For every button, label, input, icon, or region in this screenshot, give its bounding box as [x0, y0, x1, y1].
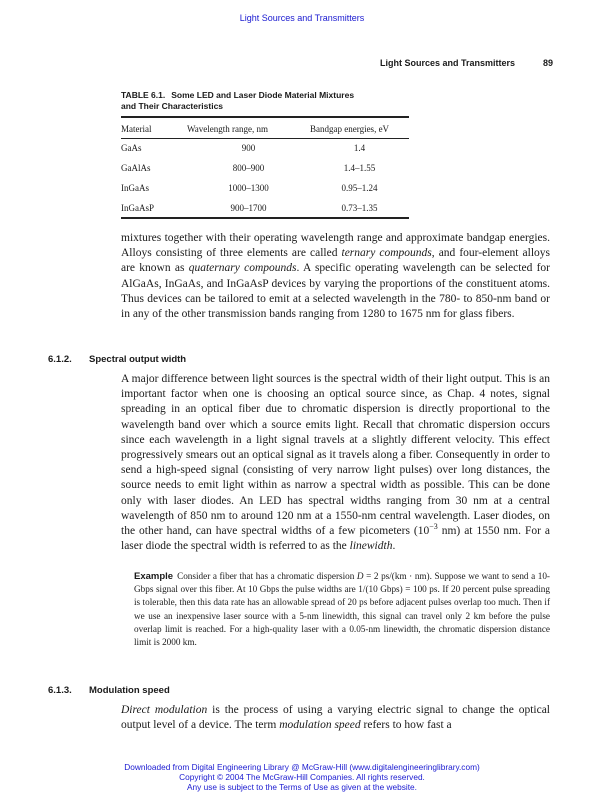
- example-block: [134, 570, 550, 649]
- running-head-title: Light Sources and Transmitters: [380, 58, 516, 68]
- section-number: 6.1.3.: [48, 685, 72, 696]
- text-run: A major difference between light sources is the spectral width of their light output. This is an important factor when one is choosing an optical source since, as Chap. 4 notes, signal spreading in an optical fiber due to chromatic dispersion is directly proportional to the wavelength band over which a source emits light. Recall that chromatic dispersion occurs since each wavelength in a light signal travels at a slightly different velocity. This effect progressively smears out an optical signal as it travels along a fiber. Consequently in order to send a high-speed signal (consisting of very narrow light pulses) over long distances, the source needs to emit light within as narrow a spectral width as possible. This can be done only with laser diodes. An LED has spectral widths ranging from 30 nm at a central wavelength of 850 nm to around 120 nm at a 1550-nm central wavelength. Laser diodes, on the other hand, can have spectral widths of a few picometers (10: [121, 373, 550, 538]
- text-run: Consider a fiber that has a chromatic dispersion: [177, 571, 357, 581]
- superscript: −3: [429, 522, 438, 532]
- table-cell: 1000–1300: [228, 183, 269, 193]
- term-modulation-speed: modulation speed: [279, 719, 361, 732]
- table-header-wavelength: Wavelength range, nm: [187, 124, 268, 134]
- text-run: refers to how fast a: [360, 719, 452, 732]
- paragraph-modulation: [121, 703, 550, 733]
- table-row: [121, 178, 409, 198]
- term-linewidth: linewidth: [349, 540, 393, 553]
- table-cell: GaAs: [121, 143, 142, 153]
- table-cell: 1.4–1.55: [343, 163, 376, 173]
- top-link[interactable]: Light Sources and Transmitters: [239, 13, 365, 23]
- table-number: TABLE 6.1.: [121, 90, 166, 100]
- table-caption: [121, 90, 421, 112]
- table-row: [121, 198, 409, 218]
- table-cell: InGaAsP: [121, 203, 154, 213]
- table-row: [121, 138, 409, 158]
- example-label: Example: [134, 571, 174, 582]
- table-cell: InGaAs: [121, 183, 149, 193]
- section-number: 6.1.2.: [48, 354, 72, 365]
- table-cell: 0.73–1.35: [341, 203, 378, 213]
- section-heading-spectral: [48, 354, 186, 365]
- table-header-row: [121, 120, 409, 138]
- footer-copyright: Copyright © 2004 The McGraw-Hill Companies. All rights reserved.: [179, 772, 425, 782]
- page-number: 89: [542, 58, 553, 68]
- text-run: .: [392, 540, 396, 553]
- table-row: [121, 158, 409, 178]
- table-cell: 1.4: [353, 143, 366, 153]
- footer-terms-link[interactable]: Any use is subject to the Terms of Use as given at the website.: [187, 782, 417, 792]
- table-cell: 900: [241, 143, 256, 153]
- footer: [0, 762, 604, 792]
- table-header-material: Material: [121, 124, 152, 134]
- footer-download-link[interactable]: Downloaded from Digital Engineering Library @ McGraw-Hill (www.digitalengineeringlibrary.com): [124, 762, 480, 772]
- paragraph-alloys: [121, 231, 550, 322]
- term-ternary: ternary compounds: [341, 247, 432, 260]
- section-title: Modulation speed: [89, 685, 170, 696]
- text-run: nm) at 1550 nm. For a laser diode the spectral width is referred to as the: [121, 525, 550, 553]
- table-caption-line2: and Their Characteristics: [121, 101, 224, 111]
- table-cell: 0.95–1.24: [341, 183, 378, 193]
- table-cell: 900–1700: [230, 203, 267, 213]
- running-head: [380, 58, 553, 68]
- table-caption-line1: Some LED and Laser Diode Material Mixtures: [171, 90, 355, 100]
- text-run: , and four-element alloys are known as: [121, 247, 550, 275]
- material-table: [121, 120, 409, 218]
- text-run: is the process of using a varying electric signal to change the optical output level of a device. The term: [121, 704, 550, 732]
- section-title: Spectral output width: [89, 354, 187, 365]
- table-header-bandgap: Bandgap energies, eV: [310, 124, 390, 134]
- text-run: mixtures together with their operating wavelength range and approximate bandgap energies. Alloys consisting of three elements are called: [121, 232, 550, 260]
- table-top-rule: [121, 116, 409, 118]
- text-run: = 2 ps/(km · nm). Suppose we want to send a 10-Gbps signal over this fiber. At 10 Gbps the pulse widths are 1/(10 Gbps) = 100 ps. If 20 percent pulse spreading is tolerable, then this data rate has an allowable spread of 20 ps before adjacent pulses overlap too much. Then if we use an inexpensive laser source with a 5-nm linewidth, this signal can travel only 2 km before the pulse overlap limit is reached. For a high-quality laser with a 0.05-nm linewidth, the chromatic dispersion distance limit is 2000 km.: [134, 571, 550, 648]
- term-direct-modulation: Direct modulation: [121, 704, 208, 716]
- table-cell: 800–900: [232, 163, 265, 173]
- text-run: . A specific operating wavelength can be selected for AlGaAs, InGaAs, and InGaAsP devices by varying the proportions of the constituent atoms. Thus devices can be tailored to emit at a selected wavelength in the 780- to 850-nm band or in any of the other transmission bands ranging from 1280 to 1675 nm for glass fibers.: [121, 262, 550, 321]
- variable-d: D: [356, 571, 364, 581]
- table-cell: GaAlAs: [121, 163, 151, 173]
- term-quaternary: quaternary compounds: [188, 262, 297, 275]
- paragraph-spectral: [121, 372, 550, 554]
- section-heading-modulation: [48, 685, 170, 696]
